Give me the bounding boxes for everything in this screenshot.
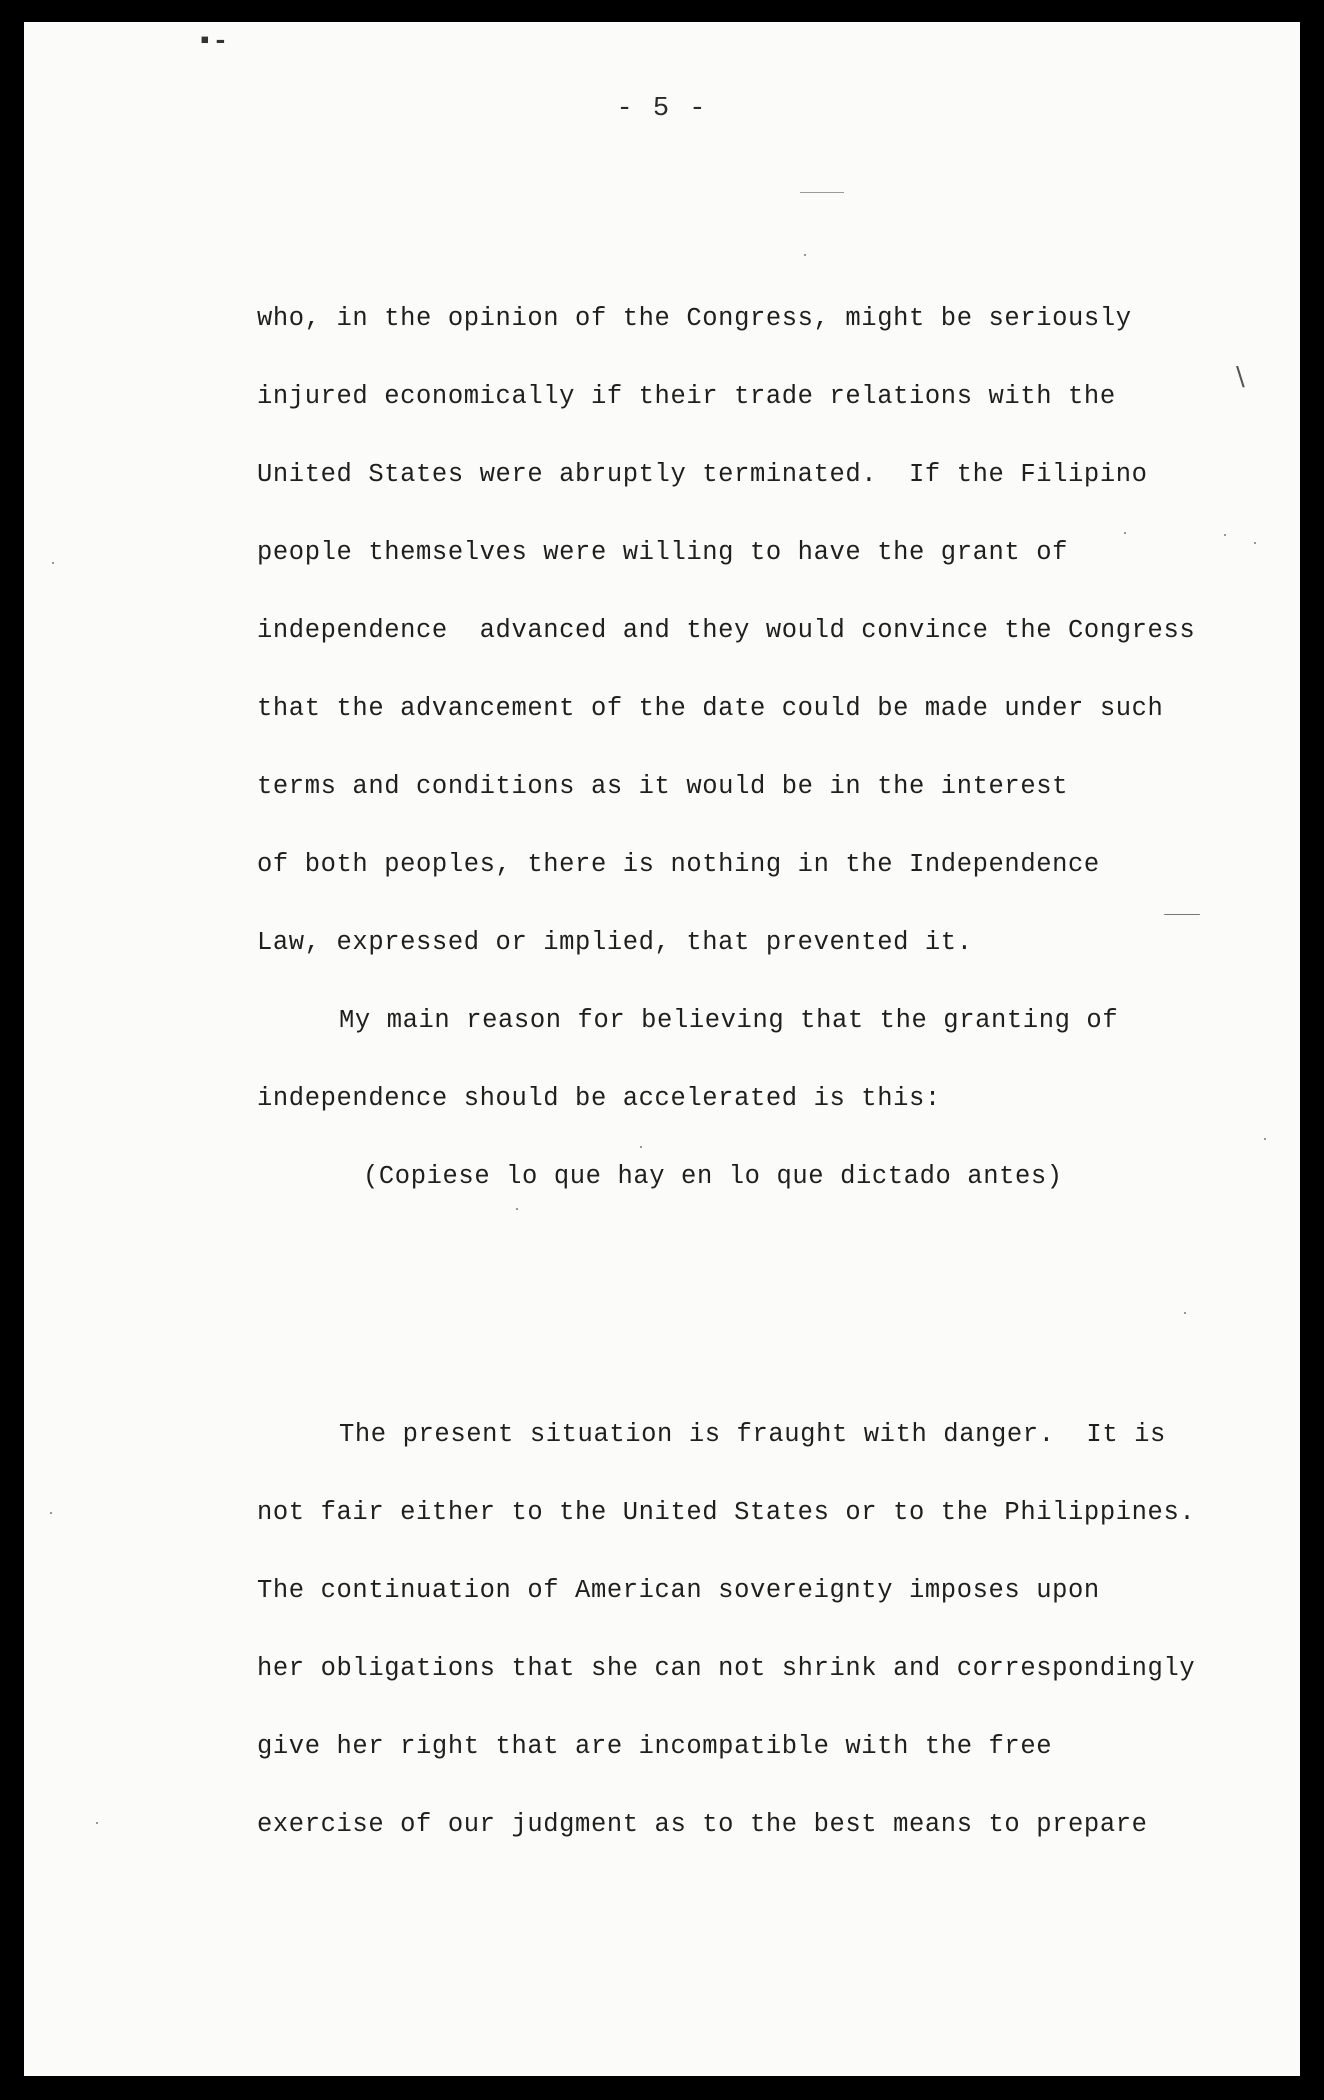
text-line: (Copiese lo que hay en lo que dictado antes) (363, 1162, 1063, 1191)
speck (1124, 532, 1126, 534)
text-line: exercise of our judgment as to the best means to prepare (257, 1810, 1148, 1839)
text-line: injured economically if their trade relations with the (257, 382, 1116, 411)
speck (804, 254, 806, 256)
speck (516, 1208, 518, 1210)
text-line: that the advancement of the date could be made under such (257, 694, 1164, 723)
margin-mark: \ (1236, 362, 1245, 392)
text-line: terms and conditions as it would be in the interest (257, 772, 1069, 801)
speck (52, 562, 54, 564)
text-line: who, in the opinion of the Congress, might be seriously (257, 304, 1132, 333)
speck (1264, 1138, 1266, 1140)
page-number: - 5 - (616, 94, 708, 124)
header-rule (800, 192, 844, 193)
speck (1164, 914, 1200, 915)
text-line: Law, expressed or implied, that prevented it. (257, 928, 973, 957)
speck (640, 1146, 642, 1148)
speck (1224, 534, 1226, 536)
text-line: of both peoples, there is nothing in the Independence (257, 850, 1100, 879)
speck (50, 1512, 52, 1514)
text-line: independence advanced and they would convince the Congress (257, 616, 1196, 645)
speck (96, 1822, 98, 1824)
text-line: My main reason for believing that the granting of (339, 1006, 1119, 1035)
text-line: The present situation is fraught with danger. It is (339, 1420, 1166, 1449)
text-line: not fair either to the United States or to the Philippines. (257, 1498, 1196, 1527)
text-line: independence should be accelerated is this: (257, 1084, 941, 1113)
text-line: The continuation of American sovereignty imposes upon (257, 1576, 1100, 1605)
text-line: her obligations that she can not shrink and correspondingly (257, 1654, 1196, 1683)
corner-mark: ▪- (197, 26, 229, 56)
document-page (24, 22, 1300, 2076)
speck (1254, 542, 1256, 544)
text-line: people themselves were willing to have the grant of (257, 538, 1069, 567)
text-line: give her right that are incompatible with the free (257, 1732, 1053, 1761)
text-line: United States were abruptly terminated. If the Filipino (257, 460, 1148, 489)
speck (1184, 1312, 1186, 1314)
